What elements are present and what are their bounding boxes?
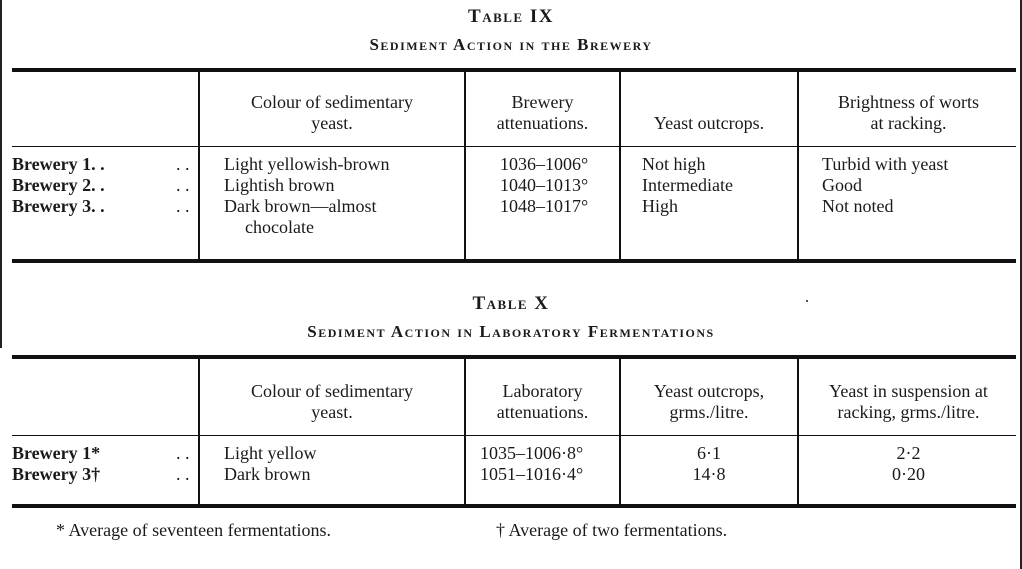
table-ix-divider: [619, 72, 621, 259]
footnote-dagger: † Average of two fermentations.: [496, 520, 728, 540]
table-ix-caption: Sediment Action in the Brewery: [369, 35, 653, 54]
table-x-cell-outcrops: 6·1: [697, 443, 721, 463]
table-ix-row-label: Brewery 2. .: [12, 175, 105, 195]
table-x-caption: Sediment Action in Laboratory Fermentations: [307, 322, 715, 341]
table-ix-row-dots: . .: [176, 175, 190, 195]
table-ix-cell-outcrops: High: [642, 196, 678, 216]
table-ix-cell-attenuation: 1040–1013°: [500, 175, 589, 195]
table-ix-top-rule: [12, 68, 1016, 72]
table-ix-cell-brightness: Turbid with yeast: [822, 154, 949, 174]
table-x-row-label: Brewery 3†: [12, 464, 101, 484]
table-x-cell-attenuation: 1035–1006·8°: [480, 443, 584, 463]
table-ix-row-label: Brewery 1. .: [12, 154, 105, 174]
table-x-cell-suspension: 2·2: [896, 443, 921, 463]
table-ix-row-dots: . .: [176, 196, 190, 216]
table-ix-cell-brightness: Good: [822, 175, 862, 195]
table-ix-row-dots: . .: [176, 154, 190, 174]
table-ix-cell-colour: Dark brown—almost: [224, 196, 377, 216]
table-x-bottom-rule: [12, 504, 1016, 508]
table-ix-cell-outcrops: Not high: [642, 154, 706, 174]
table-ix-bottom-rule: [12, 259, 1016, 263]
table-ix-cell-colour: Light yellowish-brown: [224, 154, 390, 174]
table-ix-header-colour: Colour of sedimentary yeast.: [251, 92, 413, 133]
footnote-star: * Average of seventeen fermentations.: [56, 520, 332, 540]
table-ix-header-attenuation: Brewery attenuations.: [496, 92, 589, 133]
table-x-cell-outcrops: 14·8: [692, 464, 726, 484]
table-x-cell-colour: Light yellow: [224, 443, 317, 463]
table-ix-row-label: Brewery 3. .: [12, 196, 105, 216]
table-x-header-rule: [12, 435, 1016, 436]
table-x-top-rule: [12, 355, 1016, 359]
table-x-row-dots: . .: [176, 464, 190, 484]
table-x-cell-attenuation: 1051–1016·4°: [480, 464, 584, 484]
table-x-number: Table X: [472, 293, 550, 314]
table-x-cell-suspension: 0·20: [892, 464, 925, 484]
table-ix-header-outcrops: Yeast outcrops.: [653, 113, 765, 133]
table-ix-header-rule: [12, 146, 1016, 147]
table-x-header-attenuation: Laboratory attenuations.: [496, 381, 589, 422]
table-x-header-suspension: Yeast in suspension at racking, grms./litre.: [829, 381, 988, 422]
table-x-row-label: Brewery 1*: [12, 443, 101, 463]
table-x-cell-colour: Dark brown: [224, 464, 311, 484]
table-ix-number: Table IX: [468, 6, 554, 27]
table-ix-cell-brightness: Not noted: [822, 196, 894, 216]
table-ix-cell-colour: Lightish brown: [224, 175, 335, 195]
table-x-header-outcrops: Yeast outcrops, grms./litre.: [653, 381, 765, 422]
table-x-row-dots: . .: [176, 443, 190, 463]
table-ix-cell-colour-cont: chocolate: [245, 217, 314, 237]
table-ix-cell-outcrops: Intermediate: [642, 175, 733, 195]
table-ix-cell-attenuation: 1048–1017°: [500, 196, 589, 216]
table-ix-header-brightness: Brightness of worts at racking.: [838, 92, 979, 133]
table-x-header-colour: Colour of sedimentary yeast.: [251, 381, 413, 422]
table-ix-cell-attenuation: 1036–1006°: [500, 154, 589, 174]
